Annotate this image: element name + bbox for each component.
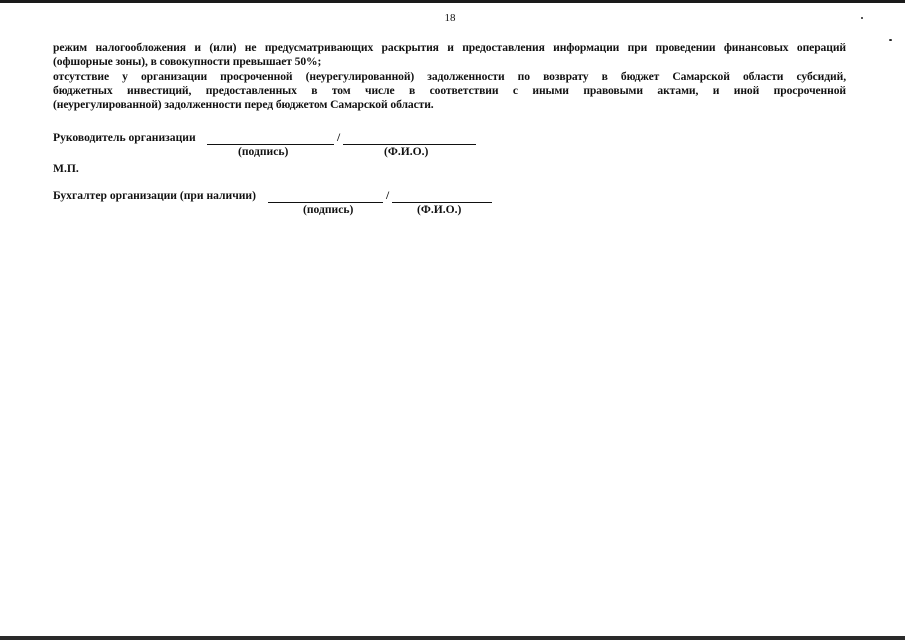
scan-speck [861, 17, 863, 19]
text-line: бюджетных инвестиций, предоставленных в том числе в соответствии с иными правовыми актами, и иной просроченной [53, 84, 846, 98]
accountant-signature-caption: (подпись) [303, 203, 354, 216]
accountant-signature-slash: / [386, 189, 390, 202]
head-signature-slash: / [337, 131, 341, 144]
text-line: (офшорные зоны), в совокупности превышает 50%; [53, 55, 322, 69]
paragraph-debt [53, 70, 846, 113]
page-number: 18 [444, 12, 456, 24]
head-signature-caption: (подпись) [238, 145, 289, 158]
accountant-signature-block [53, 189, 513, 219]
accountant-name-caption: (Ф.И.О.) [417, 203, 462, 216]
head-signature-block [53, 131, 493, 161]
scan-speck [889, 39, 892, 41]
text-line: режим налогообложения и (или) не предусматривающих раскрытия и предоставления информации при проведении финансовых операций [53, 41, 846, 54]
stamp-placeholder: М.П. [53, 162, 79, 175]
scan-border-top [0, 0, 905, 3]
text-line: (неурегулированной) задолженности перед бюджетом Самарской области. [53, 98, 434, 112]
scan-border-bottom [0, 634, 905, 640]
paragraph-offshore [53, 41, 846, 69]
head-signature-label: Руководитель организации [53, 131, 196, 144]
accountant-signature-label: Бухгалтер организации (при наличии) [53, 189, 256, 202]
text-line: отсутствие у организации просроченной (неурегулированной) задолженности по возврату в бюджет Самарской области субсидий, [53, 70, 846, 83]
head-name-caption: (Ф.И.О.) [384, 145, 429, 158]
